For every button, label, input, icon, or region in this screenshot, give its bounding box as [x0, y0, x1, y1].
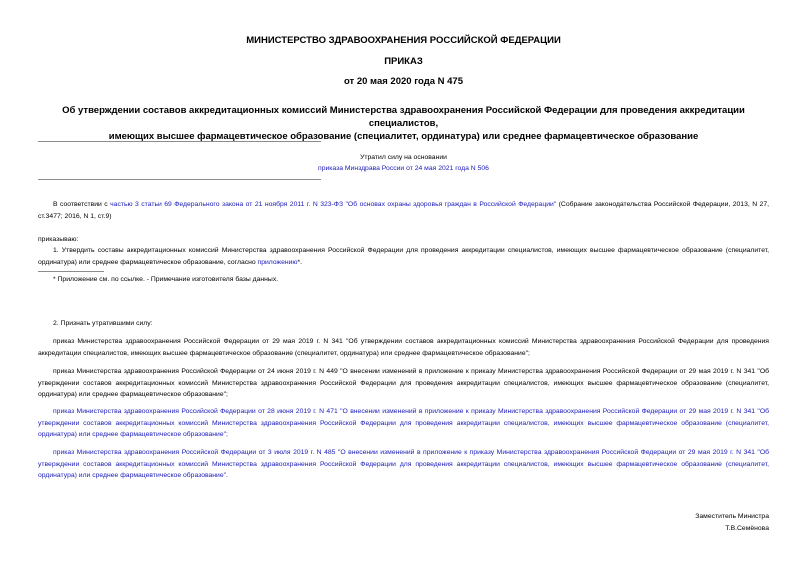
- revoked-order-485-link[interactable]: приказ Министерства здравоохранения Российской Федерации от 3 июля 2019 г. N 485 "О внесении изменений в приложение к приказу Министерства здравоохранения Российской Федерации от 29 мая 2019 г. N 341 "Об утверждении составов аккредитационных комиссий Министерства здравоохранения Российской Федерации для проведения аккредитации специалистов, имеющих высшее фармацевтическое образование (специалитет, ординатура) или среднее фармацевтическое образование".: [38, 449, 769, 480]
- revoked-order-341: приказ Министерства здравоохранения Российской Федерации от 29 мая 2019 г. N 341 "Об утверждении составов аккредитационных комиссий Министерства здравоохранения Российской Федерации для проведения аккредитации специалистов, имеющих высшее фармацевтическое образование (специалитет, ординатура) или среднее фармацевтическое образование";: [38, 338, 769, 357]
- item-1-tail: *.: [297, 258, 303, 266]
- document-title-line-2: имеющих высшее фармацевтическое образование (специалитет, ординатура) или среднее фармацевтическое образование: [108, 131, 699, 142]
- order-word: приказываю:: [38, 236, 79, 243]
- footnote: * Приложение см. по ссылке. - Примечание изготовителя базы данных.: [53, 276, 279, 283]
- footnote-rule: [38, 271, 104, 272]
- status-note: Утратил силу на основании: [360, 154, 447, 161]
- preamble-text-end: (Собрание законодательства Российской Федерации, 2013, N 27, ст.3477; 2016, N 1, ст.9): [38, 201, 769, 220]
- item-2-heading: 2. Признать утратившими силу:: [53, 320, 153, 327]
- revoked-order-449: приказ Министерства здравоохранения Российской Федерации от 24 июня 2019 г. N 449 "О внесении изменений в приложение к приказу Министерства здравоохранения Российской Федерации от 29 мая 2019 г. N 341 "Об утверждении составов аккредитационных комиссий Министерства здравоохранения Российской Федерации для проведения аккредитации специалистов, имеющих высшее фармацевтическое образование (специалитет, ординатура) или среднее фармацевтическое образование";: [38, 368, 769, 399]
- preamble-paragraph: [38, 199, 769, 222]
- signature-position: Заместитель Министра: [695, 513, 769, 520]
- preamble-text-start: В соответствии с: [53, 201, 111, 208]
- status-rule-top: [38, 141, 321, 142]
- document-type: ПРИКАЗ: [384, 56, 423, 67]
- document-date-number: от 20 мая 2020 года N 475: [343, 76, 464, 87]
- status-rule-bottom: [38, 179, 321, 180]
- signature-name: Т.В.Семёнова: [725, 524, 769, 532]
- appendix-link[interactable]: приложению: [257, 258, 298, 266]
- document-title: [30, 104, 777, 143]
- law-link[interactable]: частью 3 статьи 69 Федерального закона от 21 ноября 2011 г. N 323-ФЗ "Об основах охраны здоровья граждан в Российской Федерации": [110, 201, 557, 208]
- item-1-paragraph: [38, 245, 769, 268]
- revoked-order-471-link[interactable]: приказ Министерства здравоохранения Российской Федерации от 28 июня 2019 г. N 471 "О внесении изменений в приложение к приказу Министерства здравоохранения Российской Федерации от 29 мая 2019 г. N 341 "Об утверждении составов аккредитационных комиссий Министерства здравоохранения Российской Федерации для проведения аккредитации специалистов, имеющих высшее фармацевтическое образование (специалитет, ординатура) или среднее фармацевтическое образование";: [38, 408, 769, 439]
- ministry-heading: МИНИСТЕРСТВО ЗДРАВООХРАНЕНИЯ РОССИЙСКОЙ ФЕДЕРАЦИИ: [246, 35, 561, 46]
- status-repeal-link[interactable]: приказа Минздрава России от 24 мая 2021 года N 506: [318, 165, 489, 172]
- item-1-text: 1. Утвердить составы аккредитационных комиссий Министерства здравоохранения Российской Федерации для проведения аккредитации специалистов, имеющих высшее фармацевтическое образование (специалитет, ординатура) или среднее фармацевтическое образование, согласно: [38, 247, 769, 266]
- signature-block: [695, 511, 769, 534]
- document-title-line-1: Об утверждении составов аккредитационных комиссий Министерства здравоохранения Российской Федерации для проведения аккредитации специалистов,: [62, 105, 745, 129]
